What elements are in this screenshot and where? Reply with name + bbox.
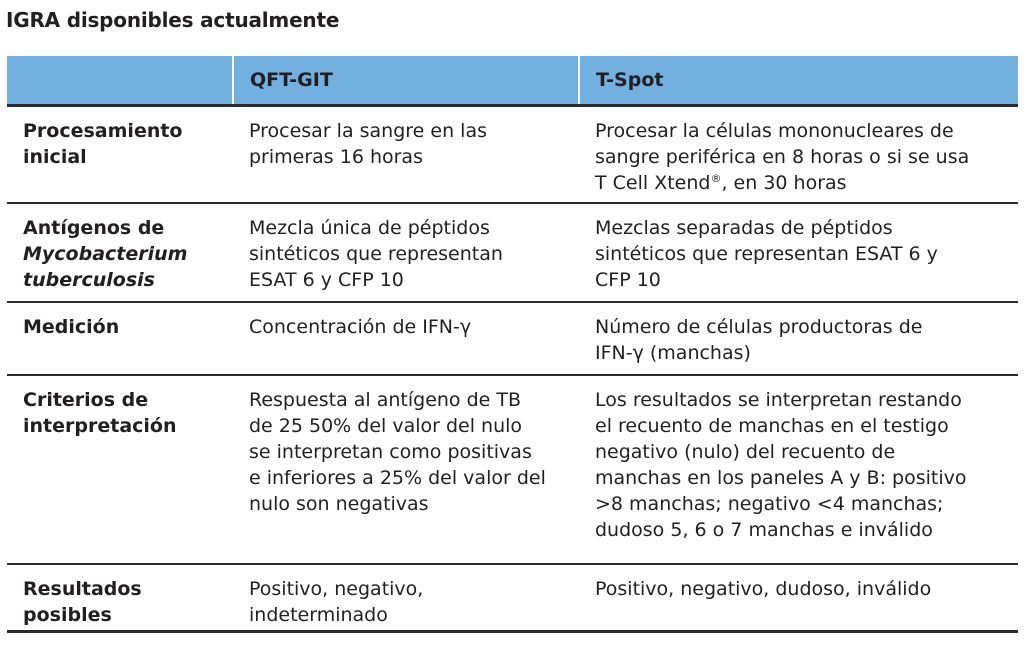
cell-line: CFP 10 [595,269,661,291]
row-label-line: inicial [23,146,87,168]
cell-line: Respuesta al antígeno de TB [249,389,522,411]
table-row-resultados [7,564,1018,632]
row-label-line: Procesamiento [23,120,183,142]
qft-cell [233,203,579,302]
cell-line: indeterminado [249,604,388,626]
cell-line: se interpretan como positivas [249,441,532,463]
igra-comparison-table [7,56,1018,633]
row-label [7,302,233,375]
cell-line: primeras 16 horas [249,146,423,168]
table-row-procesamiento [7,106,1018,204]
row-label [7,203,233,302]
cell-text: T Cell Xtend [595,172,711,194]
row-label-line: Medición [23,316,120,338]
cell-line: Positivo, negativo, [249,578,424,600]
cell-line: de 25 50% del valor del nulo [249,415,523,437]
cell-line: Procesar la células mononucleares de [595,120,954,142]
cell-line: Procesar la sangre en las [249,120,487,142]
table-row-antigenos [7,203,1018,302]
cell-line: negativo (nulo) del recuento de [595,441,896,463]
cell-line: Mezcla única de péptidos [249,217,490,239]
cell-line: Los resultados se interpretan restando [595,389,962,411]
tspot-cell [579,203,1018,302]
qft-cell [233,106,579,204]
header-qft-git: QFT-GIT [233,56,579,106]
cell-text: , en 30 horas [721,172,847,194]
qft-cell [233,375,579,564]
row-label-line: Resultados [23,578,142,600]
header-t-spot: T-Spot [579,56,1018,106]
row-label-line: tuberculosis [23,269,155,291]
header-row [7,56,1018,106]
registered-mark: ® [710,172,722,185]
page-title: IGRA disponibles actualmente [6,8,340,32]
row-label-line: posibles [23,604,112,626]
cell-line: >8 manchas; negativo <4 manchas; [595,493,944,515]
row-label [7,375,233,564]
table-row-criterios [7,375,1018,564]
row-label-line: interpretación [23,415,177,437]
cell-line: dudoso 5, 6 o 7 manchas e inválido [595,519,933,541]
cell-line: sintéticos que representan [249,243,503,265]
row-label [7,106,233,204]
cell-line: sangre periférica en 8 horas o si se usa [595,146,970,168]
cell-line: sintéticos que representan ESAT 6 y [595,243,938,265]
tspot-cell [579,564,1018,632]
row-label-line: Antígenos de [23,217,165,239]
tspot-cell [579,302,1018,375]
row-label [7,564,233,632]
tspot-cell [579,106,1018,204]
cell-line: Mezclas separadas de péptidos [595,217,893,239]
cell-line: el recuento de manchas en el testigo [595,415,949,437]
cell-line: e inferiores a 25% del valor del [249,467,546,489]
cell-line: Número de células productoras de [595,316,923,338]
qft-cell [233,564,579,632]
row-label-line: Criterios de [23,389,149,411]
cell-line: nulo son negativas [249,493,429,515]
cell-line: manchas en los paneles A y B: positivo [595,467,967,489]
qft-cell [233,302,579,375]
cell-line [595,170,1010,196]
header-blank-cell [7,56,233,106]
row-label-line: Mycobacterium [23,243,188,265]
cell-line: Concentración de IFN-γ [249,316,472,338]
table-header [7,56,1018,106]
cell-line: IFN-γ (manchas) [595,342,751,364]
tspot-cell [579,375,1018,564]
cell-line: ESAT 6 y CFP 10 [249,269,404,291]
cell-line: Positivo, negativo, dudoso, inválido [595,578,932,600]
table-row-medicion [7,302,1018,375]
